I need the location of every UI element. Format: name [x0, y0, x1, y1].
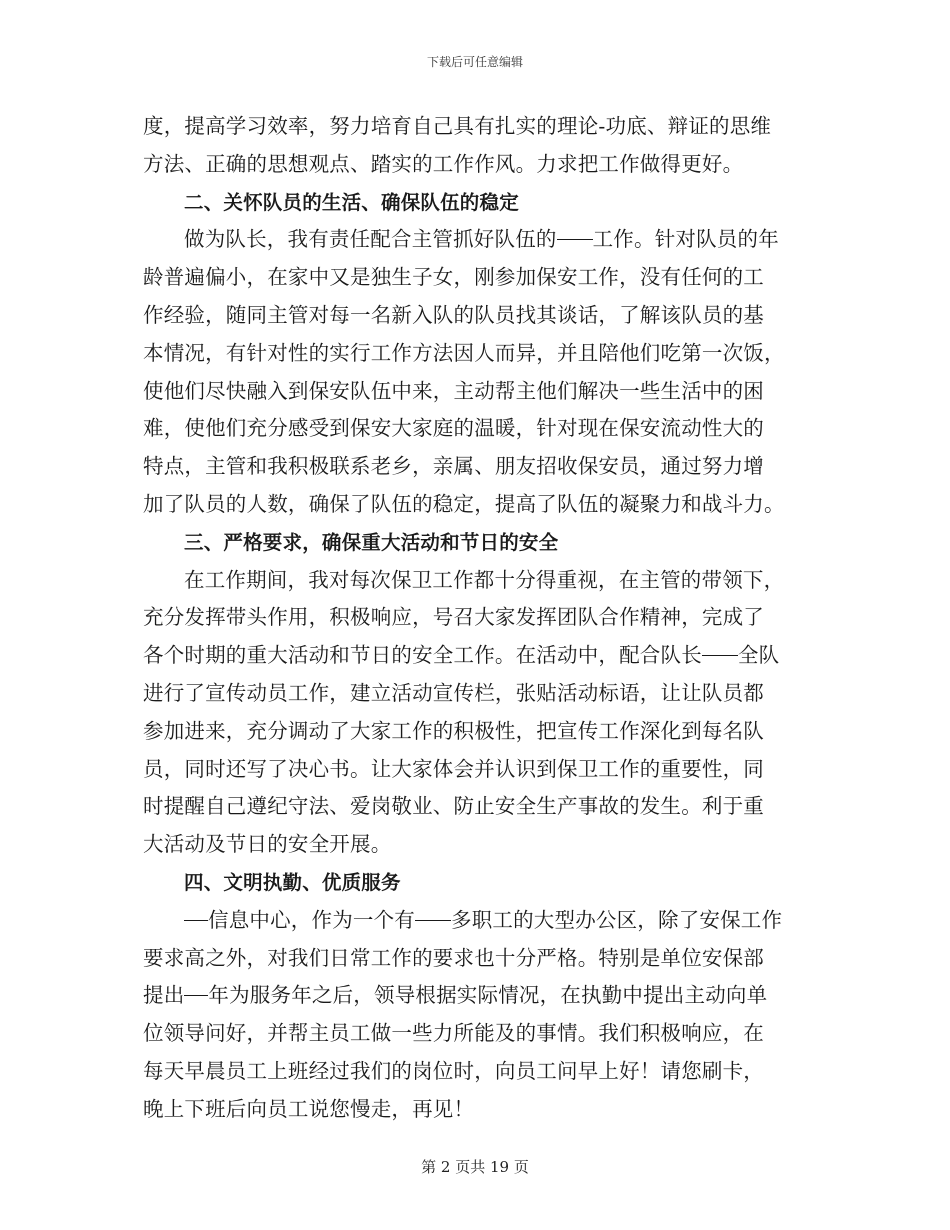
text-line [143, 902, 803, 940]
text-segment: 信息中心，作为一个有 [208, 907, 415, 932]
section-heading: 三、严格要求，确保重大活动和节日的安全 [184, 530, 559, 554]
text-segment: 多职工的大型办公区，除了安保工作 [451, 907, 783, 932]
text-line [143, 637, 803, 675]
text-line: 晚上下班后向员工说您慢走，再见！ [143, 1096, 475, 1121]
text-line: 龄普遍偏小，在家中又是独生子女，刚参加保安工作，没有任何的工 [143, 265, 764, 290]
text-line: 加了队员的人数，确保了队伍的稳定，提高了队伍的凝聚力和战斗力。 [143, 491, 785, 516]
text-line: 使他们尽快融入到保安队伍中来，主动帮主他们解决一些生活中的困 [143, 378, 764, 403]
page-footer: 第 2 页共 19 页 [421, 1158, 529, 1176]
text-line: 作经验，随同主管对每一名新入队的队员找其谈话，了解该队员的基 [143, 302, 764, 327]
text-line: 充分发挥带头作用，积极响应，号召大家发挥团队合作精神，完成了 [143, 605, 764, 630]
text-line: 大活动及节日的安全开展。 [143, 832, 392, 857]
page-header: 下载后可任意编辑 [426, 55, 523, 69]
text-segment: 全队 [737, 643, 780, 668]
text-segment: 做为队长，我有责任配合主管抓好队伍的 [184, 227, 557, 252]
text-segment: 工作。针对队员的年 [592, 227, 779, 252]
text-line: 特点，主管和我积极联系老乡，亲属、朋友招收保安员，通过努力增 [143, 454, 764, 479]
text-line: 度，提高学习效率，努力培育自己具有扎实的理论-功底、辩证的思维 [143, 114, 772, 138]
document-body [143, 108, 803, 1129]
text-line: 难，使他们充分感受到保安大家庭的温暖，针对现在保安流动性大的 [143, 416, 764, 441]
text-segment: 提出 [143, 983, 185, 1008]
section-heading: 二、关怀队员的生活、确保队伍的稳定 [184, 190, 519, 214]
text-line: 在工作期间，我对每次保卫工作都十分得重视，在主管的带领下， [184, 567, 785, 592]
text-line: 每天早晨员工上班经过我们的岗位时，向员工问早上好！请您刷卡， [143, 1058, 764, 1083]
text-line: 位领导问好，并帮主员工做一些力所能及的事情。我们积极响应，在 [143, 1021, 764, 1046]
text-line: 时提醒自己遵纪守法、爱岗敬业、防止安全生产事故的发生。利于重 [143, 794, 764, 819]
fill-blank [184, 977, 208, 996]
fill-blank [702, 637, 738, 656]
text-line: 参加进来，充分调动了大家工作的积极性，把宣传工作深化到每名队 [143, 718, 764, 743]
text-line [143, 977, 803, 1015]
section-heading: 四、文明执勤、优质服务 [184, 870, 401, 894]
text-line: 进行了宣传动员工作，建立活动宣传栏，张贴活动标语，让让队员都 [143, 680, 764, 705]
text-line: 本情况，有针对性的实行工作方法因人而异，并且陪他们吃第一次饭， [143, 340, 785, 365]
text-segment: 年为服务年之后，领导根据实际情况，在执勤中提出主动向单 [208, 983, 768, 1008]
text-line: 要求高之外，对我们日常工作的要求也十分严格。特别是单位安保部 [143, 945, 764, 970]
text-segment: 各个时期的重大活动和节日的安全工作。在活动中，配合队长 [143, 643, 702, 668]
fill-blank [184, 902, 208, 921]
text-line [143, 221, 803, 259]
text-line: 员，同时还写了决心书。让大家体会并认识到保卫工作的重要性，同 [143, 756, 764, 781]
fill-blank [415, 902, 451, 921]
text-line: 方法、正确的思想观点、踏实的工作作风。力求把工作做得更好。 [143, 151, 744, 176]
fill-blank [557, 221, 593, 240]
